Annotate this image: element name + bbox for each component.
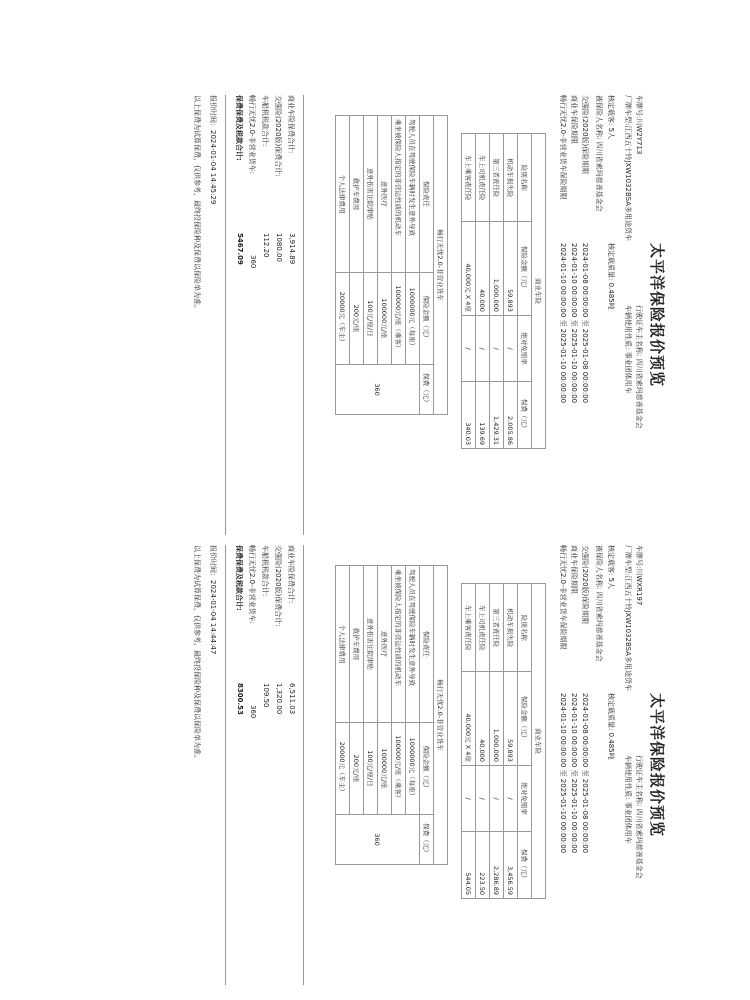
table-row <box>462 584 476 899</box>
commercial-coverage-table <box>461 583 546 899</box>
summary-value: 1080.00 <box>275 233 283 262</box>
summary-value: 3,914.89 <box>288 233 296 265</box>
liability-amount: 200元/座 <box>350 722 364 814</box>
table-row <box>490 134 504 449</box>
summary-label: 交强险(2020版)保费合计: <box>274 95 282 177</box>
coverage-name: 第三者责任险 <box>490 134 504 222</box>
addon-table-header: 畅行无忧2.0-非营业货车 <box>434 566 448 865</box>
column-header: 保费（元） <box>420 815 434 865</box>
quote-block <box>70 95 670 535</box>
owner-name: 行驶证车主名称: 四川省索玛慈善基金会 <box>635 305 643 429</box>
insured-name: 被保险人名称: 四川省索玛慈善基金会 <box>595 95 603 212</box>
column-header: 保险责任 <box>420 566 434 723</box>
column-header: 绝对免赔率 <box>518 315 532 382</box>
coverage-name: 车上司机责任险 <box>476 134 490 222</box>
addon-table-header: 畅行无忧2.0-非营业货车 <box>434 116 448 415</box>
deductible-rate: / <box>504 765 518 832</box>
column-header: 保费（元） <box>518 832 532 899</box>
table-row <box>504 134 518 449</box>
column-header: 险别名称 <box>518 584 532 672</box>
summary-label: 保费保费及税款合计: <box>235 95 243 161</box>
liability-name: 救护车费用 <box>350 566 364 723</box>
load-capacity: 核定载质量: 0.485吨 <box>607 693 615 760</box>
liability-name: 意外医疗 <box>378 566 392 723</box>
plate-number: 车牌号:川W2Y713 <box>635 95 643 155</box>
quote-title: 太平洋保险报价预览 <box>648 242 666 387</box>
vehicle-usage: 车辆使用性质: 事业团体用车 <box>624 305 632 394</box>
period-range: 2024-01-08 00:00:00 至 2025-01-08 00:00:00 <box>581 693 589 854</box>
coverage-amount: 1,000,000 <box>490 672 504 765</box>
summary-label: 商业车险保费合计: <box>287 95 295 154</box>
deductible-rate: / <box>504 315 518 382</box>
vehicle-model: 厂牌车型:江西五十铃JXW1032BSA多用途货车 <box>624 95 632 241</box>
period-label: 畅行无忧2.0-非营业货车保险期限 <box>559 545 567 650</box>
summary-label: 畅行无忧2.0-非营业货车: <box>248 545 256 625</box>
premium: 223.50 <box>476 832 490 899</box>
liability-amount: 100元/座/日 <box>364 272 378 364</box>
period-range: 2024-01-10 00:00:00 至 2025-01-10 00:00:00 <box>559 243 567 404</box>
divider <box>225 545 226 985</box>
divider <box>303 545 304 985</box>
commercial-coverage-table <box>461 133 546 449</box>
period-label: 商业车保险期限 <box>570 95 578 144</box>
insured-name: 被保险人名称: 四川省索玛慈善基金会 <box>595 545 603 662</box>
liability-amount: 20000元（车主） <box>336 272 350 364</box>
addon-premium: 360 <box>336 365 420 415</box>
deductible-rate: / <box>462 315 476 382</box>
table-row <box>476 584 490 899</box>
column-header: 险别名称 <box>518 134 532 222</box>
summary-label: 车船税税款合计: <box>261 95 269 147</box>
premium: 139.69 <box>476 382 490 449</box>
liability-amount: 100000元/座 <box>378 272 392 364</box>
liability-name: 驾驶人员在驾驶保险车辆时发生意外导致 <box>406 116 420 273</box>
coverage-name: 机动车损失险 <box>504 134 518 222</box>
column-header: 保险金额（元） <box>518 222 532 315</box>
seat-capacity: 核定载客: 5人 <box>607 95 615 140</box>
liability-amount: 100000元/座 <box>378 722 392 814</box>
deductible-rate: / <box>490 315 504 382</box>
summary-label: 交强险(2020版)保费合计: <box>274 545 282 627</box>
liability-amount: 100元/座/日 <box>364 722 378 814</box>
coverage-name: 机动车损失险 <box>504 584 518 672</box>
liability-name: 驾驶人员在驾驶保险车辆时发生意外导致 <box>406 566 420 723</box>
coverage-amount: 1,000,000 <box>490 222 504 315</box>
quote-title: 太平洋保险报价预览 <box>648 692 666 837</box>
premium: 2,286.89 <box>490 832 504 899</box>
coverage-name: 车上司机责任险 <box>476 584 490 672</box>
summary-total: 5467.09 <box>236 233 244 265</box>
deductible-rate: / <box>462 765 476 832</box>
summary-value: 1,320.00 <box>275 683 283 715</box>
premium: 3,456.59 <box>504 832 518 899</box>
column-header: 绝对免赔率 <box>518 765 532 832</box>
coverage-amount: 40,000元 X 4座 <box>462 672 476 765</box>
column-header: 保费（元） <box>420 365 434 415</box>
column-header: 保险金额（元） <box>518 672 532 765</box>
owner-name: 行驶证车主名称: 四川省索玛慈善基金会 <box>635 755 643 879</box>
coverage-name: 车上乘客责任险 <box>462 584 476 672</box>
summary-value: 112.20 <box>262 233 270 258</box>
summary-value: 109.50 <box>262 683 270 708</box>
table-row <box>406 566 420 865</box>
seat-capacity: 核定载客: 5人 <box>607 545 615 590</box>
liability-name: 个人法律费用 <box>336 116 350 273</box>
table-row <box>490 584 504 899</box>
period-label: 交强险(2020版)保险期限 <box>581 95 589 175</box>
commercial-table-header: 商业车险 <box>532 584 546 899</box>
quote-block <box>70 545 670 985</box>
coverage-amount: 40,000元 X 4座 <box>462 222 476 315</box>
table-row <box>476 134 490 449</box>
disclaimer: 以上保费为试算保费，仅供参考，最终投保险种及保费以保险单为准。 <box>193 95 201 312</box>
summary-label: 畅行无忧2.0-非营业货车: <box>248 95 256 175</box>
coverage-name: 第三者责任险 <box>490 584 504 672</box>
quote-time: 报价时间：2024-01-04 14:45:29 <box>209 95 217 205</box>
coverage-amount: 40,000 <box>476 672 490 765</box>
summary-total: 8300.53 <box>236 683 244 715</box>
liability-name: 意外医疗 <box>378 116 392 273</box>
coverage-amount: 40,000 <box>476 222 490 315</box>
summary-label: 保费保费及税款合计: <box>235 545 243 611</box>
liability-name: 意外伤害住院津贴 <box>364 566 378 723</box>
period-range: 2024-01-10 00:00:00 至 2025-01-10 00:00:00 <box>559 693 567 854</box>
period-label: 交强险(2020版)保险期限 <box>581 545 589 625</box>
liability-amount: 200元/座 <box>350 272 364 364</box>
deductible-rate: / <box>476 765 490 832</box>
premium: 544.05 <box>462 832 476 899</box>
table-row <box>406 116 420 415</box>
summary-value: 6,511.03 <box>288 683 296 715</box>
addon-premium: 360 <box>336 815 420 865</box>
liability-name: 乘坐被保险人指定的非营运性质的机动车 <box>392 116 406 273</box>
column-header: 保险金额（元） <box>420 272 434 364</box>
addon-coverage-table <box>335 115 448 415</box>
vehicle-model: 厂牌车型:江西五十铃JXW1032BSA多用途货车 <box>624 545 632 691</box>
period-range: 2024-01-10 00:00:00 至 2025-01-10 00:00:00 <box>570 243 578 404</box>
column-header: 保费（元） <box>518 382 532 449</box>
table-row <box>462 134 476 449</box>
liability-name: 意外伤害住院津贴 <box>364 116 378 273</box>
addon-coverage-table <box>335 565 448 865</box>
period-label: 畅行无忧2.0-非营业货车保险期限 <box>559 95 567 200</box>
premium: 2,005.86 <box>504 382 518 449</box>
liability-amount: 20000元（车主） <box>336 722 350 814</box>
deductible-rate: / <box>476 315 490 382</box>
divider <box>225 95 226 535</box>
premium: 1,429.31 <box>490 382 504 449</box>
divider <box>303 95 304 535</box>
premium: 340.03 <box>462 382 476 449</box>
period-range: 2024-01-10 00:00:00 至 2025-01-10 00:00:00 <box>570 693 578 854</box>
period-range: 2024-01-08 00:00:00 至 2025-01-08 00:00:00 <box>581 243 589 404</box>
coverage-name: 车上乘客责任险 <box>462 134 476 222</box>
coverage-amount: 59,893 <box>504 222 518 315</box>
column-header: 保险金额（元） <box>420 722 434 814</box>
quote-time: 报价时间：2024-01-04 14:44:47 <box>209 545 217 655</box>
column-header: 保险责任 <box>420 116 434 273</box>
summary-value: 360 <box>249 255 257 269</box>
liability-name: 乘坐被保险人指定的非营运性质的机动车 <box>392 566 406 723</box>
summary-label: 商业车险保费合计: <box>287 545 295 604</box>
coverage-amount: 59,893 <box>504 672 518 765</box>
liability-name: 个人法律费用 <box>336 566 350 723</box>
commercial-table-header: 商业车险 <box>532 134 546 449</box>
period-label: 商业车保险期限 <box>570 545 578 594</box>
liability-amount: 100000元/座（乘客） <box>392 722 406 814</box>
summary-label: 车船税税款合计: <box>261 545 269 597</box>
deductible-rate: / <box>490 765 504 832</box>
liability-name: 救护车费用 <box>350 116 364 273</box>
vehicle-usage: 车辆使用性质: 事业团体用车 <box>624 755 632 844</box>
liability-amount: 100000元/座（乘客） <box>392 272 406 364</box>
disclaimer: 以上保费为试算保费，仅供参考，最终投保险种及保费以保险单为准。 <box>193 545 201 762</box>
summary-value: 360 <box>249 705 257 719</box>
liability-amount: 1000000元（每座） <box>406 272 420 364</box>
liability-amount: 1000000元（每座） <box>406 722 420 814</box>
plate-number: 车牌号:川WXR197 <box>635 545 643 606</box>
load-capacity: 核定载质量: 0.485吨 <box>607 243 615 310</box>
table-row <box>504 584 518 899</box>
